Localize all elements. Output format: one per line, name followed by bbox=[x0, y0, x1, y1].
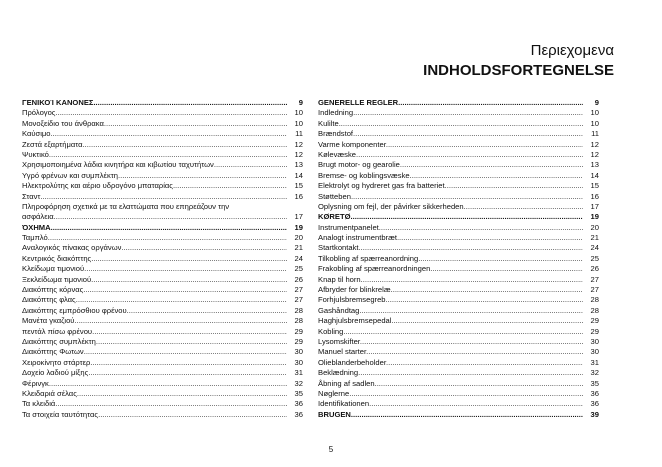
toc-entry[interactable] bbox=[22, 399, 303, 409]
toc-entry-page: 35 bbox=[585, 379, 599, 389]
toc-entry-label: Κλειδαριά σέλας ..... bbox=[22, 389, 287, 399]
toc-entry-label: Χρησιμοποιημένα λάδια κινητήρα και κιβωτίου ταχυτήτων ..... bbox=[22, 160, 287, 170]
toc-entry-label: Beklædning ..... bbox=[318, 368, 583, 378]
toc-entry-label: Olieblanderbeholder ..... bbox=[318, 358, 583, 368]
toc-entry[interactable] bbox=[22, 192, 303, 202]
toc-entry-page: 28 bbox=[585, 295, 599, 305]
toc-entry-label: Διακόπτης φλας ..... bbox=[22, 295, 287, 305]
toc-entry[interactable] bbox=[22, 243, 303, 253]
toc-entry-label: Ηλεκτρολύτης και αέριο υδρογόνο μπαταρίας ..... bbox=[22, 181, 287, 191]
toc-entry-label: Haghjulsbremsepedal ..... bbox=[318, 316, 583, 326]
toc-entry[interactable] bbox=[22, 358, 303, 368]
toc-entry[interactable] bbox=[318, 98, 599, 108]
toc-entry-label: ΌΧΗΜΑ ..... bbox=[22, 223, 287, 233]
toc-entry[interactable] bbox=[22, 233, 303, 243]
toc-entry-label: Elektrolyt og hydreret gas fra batteriet ..... bbox=[318, 181, 583, 191]
toc-entry[interactable] bbox=[22, 337, 303, 347]
toc-entry[interactable] bbox=[318, 140, 599, 150]
toc-entry[interactable] bbox=[318, 389, 599, 399]
toc-entry-page: 30 bbox=[585, 337, 599, 347]
toc-entry-label: Forhjulsbremsegreb ..... bbox=[318, 295, 583, 305]
toc-entry-label: Φέρινγκ ..... bbox=[22, 379, 287, 389]
toc-entry-page: 10 bbox=[289, 108, 303, 118]
toc-entry-label: Identifikationen ..... bbox=[318, 399, 583, 409]
toc-entry-label: Μανέτα γκαζιού ..... bbox=[22, 316, 287, 326]
toc-entry-page: 30 bbox=[585, 347, 599, 357]
toc-entry[interactable] bbox=[22, 295, 303, 305]
toc-entry[interactable] bbox=[318, 108, 599, 118]
toc-entry-label: Ψυκτικό ..... bbox=[22, 150, 287, 160]
toc-entry[interactable] bbox=[22, 150, 303, 160]
toc-entry-label: Oplysning om fejl, der påvirker sikkerheden ..... bbox=[318, 202, 583, 212]
toc-entry-label: Kølevæske ..... bbox=[318, 150, 583, 160]
toc-entry[interactable] bbox=[22, 254, 303, 264]
toc-entry-page: 10 bbox=[585, 108, 599, 118]
toc-entry-page: 24 bbox=[289, 254, 303, 264]
toc-entry-page: 29 bbox=[585, 316, 599, 326]
toc-entry-label: Τα στοιχεία ταυτότητας ..... bbox=[22, 410, 287, 420]
toc-entry-label: Varme komponenter ..... bbox=[318, 140, 583, 150]
toc-entry-page: 30 bbox=[289, 358, 303, 368]
toc-entry-label: Frakobling af spærreanordningen ..... bbox=[318, 264, 583, 274]
toc-entry[interactable] bbox=[22, 119, 303, 129]
toc-entry-page: 32 bbox=[585, 368, 599, 378]
toc-entry[interactable] bbox=[22, 275, 303, 285]
toc-entry[interactable] bbox=[22, 129, 303, 139]
toc-entry[interactable] bbox=[22, 306, 303, 316]
toc-entry-label: Σταντ ..... bbox=[22, 192, 287, 202]
toc-entry-label: Kulilte ..... bbox=[318, 119, 583, 129]
toc-entry[interactable] bbox=[318, 171, 599, 181]
toc-entry-page: 12 bbox=[289, 150, 303, 160]
toc-entry-label: Lysomskifter ..... bbox=[318, 337, 583, 347]
toc-entry[interactable] bbox=[22, 160, 303, 170]
toc-entry-page: 11 bbox=[289, 129, 303, 139]
toc-entry-page: 26 bbox=[585, 264, 599, 274]
toc-entry-page: 36 bbox=[585, 399, 599, 409]
toc-entry-page: 10 bbox=[289, 119, 303, 129]
toc-entry-page: 36 bbox=[585, 389, 599, 399]
toc-entry[interactable] bbox=[22, 140, 303, 150]
toc-entry-label: Brændstof ..... bbox=[318, 129, 583, 139]
toc-entry-label: Bremse- og koblingsvæske ..... bbox=[318, 171, 583, 181]
toc-entry-label: Δοχείο λαδιού μίξης ..... bbox=[22, 368, 287, 378]
toc-entry-label: Αναλογικός πίνακας οργάνων ..... bbox=[22, 243, 287, 253]
toc-entry-page: 21 bbox=[585, 233, 599, 243]
toc-entry[interactable] bbox=[318, 399, 599, 409]
toc-entry-page: 21 bbox=[289, 243, 303, 253]
toc-entry-label: Ζεστά εξαρτήματα ..... bbox=[22, 140, 287, 150]
toc-entry-label: Διακόπτης Φωτων ..... bbox=[22, 347, 287, 357]
toc-entry-page: 27 bbox=[289, 295, 303, 305]
toc-entry-page: 16 bbox=[585, 192, 599, 202]
toc-entry-page: 28 bbox=[289, 306, 303, 316]
toc-entry[interactable] bbox=[318, 212, 599, 222]
toc-entry-label: Μονοξείδιο του άνθρακα ..... bbox=[22, 119, 287, 129]
toc-entry[interactable] bbox=[318, 410, 599, 420]
toc-entry-page: 31 bbox=[289, 368, 303, 378]
toc-entry[interactable] bbox=[22, 410, 303, 420]
toc-entry-label: Καύσιμο ..... bbox=[22, 129, 287, 139]
toc-entry[interactable] bbox=[318, 295, 599, 305]
toc-entry-label: ΓΕΝΙΚΟΊ ΚΑΝΟΝΕΣ ..... bbox=[22, 98, 287, 108]
toc-entry-label: GENERELLE REGLER ..... bbox=[318, 98, 583, 108]
toc-entry-label: Manuel starter ..... bbox=[318, 347, 583, 357]
toc-entry[interactable] bbox=[318, 129, 599, 139]
toc-entry-label: Ξεκλείδωμα τιμονιού ..... bbox=[22, 275, 287, 285]
toc-entry[interactable] bbox=[318, 160, 599, 170]
toc-entry[interactable] bbox=[22, 285, 303, 295]
toc-entry-page: 25 bbox=[289, 264, 303, 274]
toc-entry-page: 27 bbox=[585, 275, 599, 285]
toc-entry[interactable] bbox=[318, 379, 599, 389]
toc-entry-label: ασφάλεια ..... bbox=[22, 212, 287, 222]
toc-entry[interactable] bbox=[318, 181, 599, 191]
toc-entry[interactable] bbox=[22, 108, 303, 118]
toc-entry-page: 36 bbox=[289, 399, 303, 409]
toc-entry-label: Instrumentpanelet ..... bbox=[318, 223, 583, 233]
toc-column-greek bbox=[22, 98, 303, 420]
toc-entry[interactable] bbox=[22, 368, 303, 378]
toc-entry-page: 12 bbox=[585, 150, 599, 160]
toc-entry-label: Analogt instrumentbræt ..... bbox=[318, 233, 583, 243]
toc-entry-page: 30 bbox=[289, 347, 303, 357]
toc-entry[interactable] bbox=[318, 316, 599, 326]
toc-entry[interactable] bbox=[22, 316, 303, 326]
toc-entry-page: 25 bbox=[585, 254, 599, 264]
toc-entry[interactable] bbox=[318, 358, 599, 368]
toc-entry[interactable] bbox=[318, 202, 599, 212]
toc-entry-page: 29 bbox=[289, 337, 303, 347]
toc-entry-page: 19 bbox=[585, 212, 599, 222]
toc-entry-label: BRUGEN ..... bbox=[318, 410, 583, 420]
toc-entry[interactable] bbox=[318, 306, 599, 316]
toc-entry[interactable] bbox=[22, 379, 303, 389]
page-title-greek: Περιεχομενα bbox=[530, 42, 614, 59]
toc-entry-page: 15 bbox=[585, 181, 599, 191]
toc-entry[interactable] bbox=[22, 202, 303, 212]
toc-entry-page: 29 bbox=[289, 327, 303, 337]
toc-entry[interactable] bbox=[318, 337, 599, 347]
toc-entry[interactable] bbox=[22, 264, 303, 274]
toc-entry[interactable] bbox=[22, 98, 303, 108]
toc-entry-label: Κλείδωμα τιμονιού ..... bbox=[22, 264, 287, 274]
toc-entry[interactable] bbox=[318, 275, 599, 285]
toc-entry-label: Støtteben ..... bbox=[318, 192, 583, 202]
toc-entry-label: Indledning ..... bbox=[318, 108, 583, 118]
toc-entry-page: 10 bbox=[585, 119, 599, 129]
toc-entry-label: Πληροφόρηση σχετικά με τα ελαττώματα που επηρεάζουν την bbox=[22, 201, 230, 211]
toc-entry-page: 28 bbox=[585, 306, 599, 316]
toc-column-danish bbox=[318, 98, 599, 420]
toc-entry[interactable] bbox=[318, 264, 599, 274]
toc-entry-page: 26 bbox=[289, 275, 303, 285]
toc-entry-label: Χειροκίνητο στάρτερ ..... bbox=[22, 358, 287, 368]
toc-entry-label: Υγρό φρένων και συμπλέκτη ..... bbox=[22, 171, 287, 181]
toc-entry-page: 35 bbox=[289, 389, 303, 399]
toc-entry-label: Πρόλογος ..... bbox=[22, 108, 287, 118]
toc-entry[interactable] bbox=[22, 223, 303, 233]
toc-entry[interactable] bbox=[22, 181, 303, 191]
toc-entry-page: 13 bbox=[585, 160, 599, 170]
toc-entry-label: Nøglerne ..... bbox=[318, 389, 583, 399]
toc-entry-label: Startkontakt ..... bbox=[318, 243, 583, 253]
toc-entry[interactable] bbox=[318, 285, 599, 295]
toc-entry[interactable] bbox=[22, 212, 303, 222]
toc-entry-label: Tilkobling af spærreanordning ..... bbox=[318, 254, 583, 264]
toc-entry[interactable] bbox=[318, 368, 599, 378]
toc-entry-label: Ταμπλό ..... bbox=[22, 233, 287, 243]
toc-entry[interactable] bbox=[318, 254, 599, 264]
toc-entry-label: Κεντρικός διακόπτης ..... bbox=[22, 254, 287, 264]
toc-entry-label: Brugt motor- og gearolie ..... bbox=[318, 160, 583, 170]
toc-entry-page: 29 bbox=[585, 327, 599, 337]
toc-entry-label: Διακόπτης κόρνας ..... bbox=[22, 285, 287, 295]
toc-entry-page: 13 bbox=[289, 160, 303, 170]
toc-entry-label: Τα κλειδιά ..... bbox=[22, 399, 287, 409]
toc-entry-page: 17 bbox=[585, 202, 599, 212]
toc-entry-label: πεντάλ πίσω φρένου ..... bbox=[22, 327, 287, 337]
toc-entry-label: Gashåndtag ..... bbox=[318, 306, 583, 316]
toc-entry-label: Knap til horn ..... bbox=[318, 275, 583, 285]
toc-entry[interactable] bbox=[318, 347, 599, 357]
toc-entry-page: 12 bbox=[585, 140, 599, 150]
toc-entry-page: 32 bbox=[289, 379, 303, 389]
toc-entry[interactable] bbox=[318, 192, 599, 202]
toc-entry[interactable] bbox=[22, 327, 303, 337]
toc-entry-page: 20 bbox=[289, 233, 303, 243]
toc-entry-label: Afbryder for blinkrelæ ..... bbox=[318, 285, 583, 295]
toc-entry-label: KØRETØ ..... bbox=[318, 212, 583, 222]
toc-entry-page: 24 bbox=[585, 243, 599, 253]
toc-entry-page: 14 bbox=[289, 171, 303, 181]
toc-entry-page: 39 bbox=[585, 410, 599, 420]
toc-entry[interactable] bbox=[22, 389, 303, 399]
page-number: 5 bbox=[328, 445, 334, 454]
toc-entry-page: 12 bbox=[289, 140, 303, 150]
toc-entry-page: 28 bbox=[289, 316, 303, 326]
toc-entry[interactable] bbox=[318, 233, 599, 243]
toc-entry-page: 9 bbox=[289, 98, 303, 108]
toc-entry-page: 9 bbox=[585, 98, 599, 108]
toc-entry-page: 11 bbox=[585, 129, 599, 139]
toc-entry-page: 14 bbox=[585, 171, 599, 181]
toc-entry-label: Διακόπτης συμπλέκτη ..... bbox=[22, 337, 287, 347]
toc-entry-label: Διακόπτης εμπρόσθιου φρένου ..... bbox=[22, 306, 287, 316]
toc-entry[interactable] bbox=[22, 171, 303, 181]
toc-entry[interactable] bbox=[318, 223, 599, 233]
toc-entry[interactable] bbox=[318, 243, 599, 253]
page-title-danish: INDHOLDSFORTEGNELSE bbox=[423, 62, 614, 79]
toc-entry[interactable] bbox=[22, 347, 303, 357]
toc-entry-page: 19 bbox=[289, 223, 303, 233]
toc-entry-page: 20 bbox=[585, 223, 599, 233]
toc-entry-page: 15 bbox=[289, 181, 303, 191]
toc-entry[interactable] bbox=[318, 150, 599, 160]
toc-entry-page: 27 bbox=[585, 285, 599, 295]
toc-entry[interactable] bbox=[318, 119, 599, 129]
toc-entry-page: 31 bbox=[585, 358, 599, 368]
toc-entry-page: 17 bbox=[289, 212, 303, 222]
toc-entry[interactable] bbox=[318, 327, 599, 337]
toc-entry-label: Kobling ..... bbox=[318, 327, 583, 337]
toc-entry-page: 27 bbox=[289, 285, 303, 295]
toc-entry-page: 36 bbox=[289, 410, 303, 420]
toc-entry-label: Åbning af sadlen ..... bbox=[318, 379, 583, 389]
toc-entry-page: 16 bbox=[289, 192, 303, 202]
